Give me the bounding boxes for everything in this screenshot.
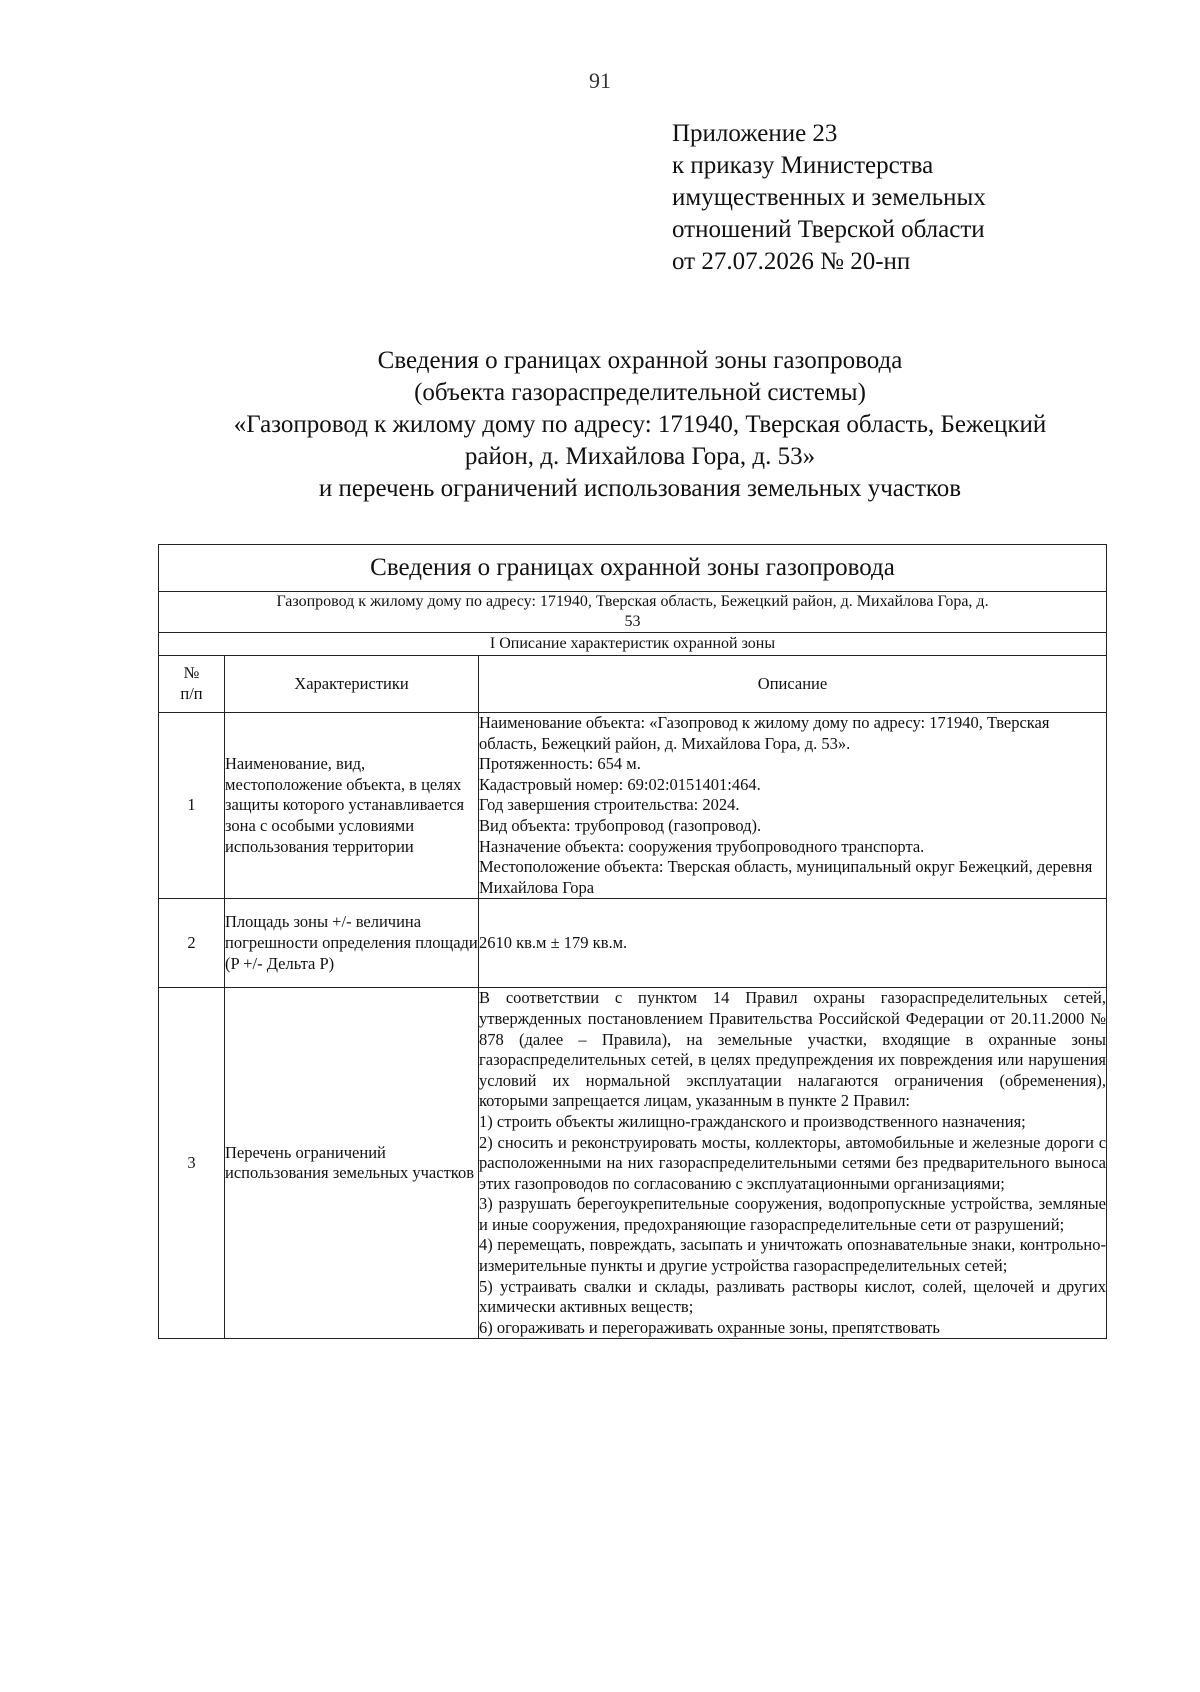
title-line: и перечень ограничений использования земельных участков [318, 475, 962, 502]
description-line: 5) устраивать свалки и склады, разливать растворы кислот, солей, щелочей и других химически активных веществ; [479, 1276, 1107, 1317]
table-title: Сведения о границах охранной зоны газопровода [159, 545, 1107, 592]
document-title [160, 345, 1120, 505]
description-line: Вид объекта: трубопровод (газопровод). [479, 815, 762, 835]
description-line: 2) сносить и реконструировать мосты, коллекторы, автомобильные и железные дороги с расположенными на них газораспределительными сетями без предварительного выноса этих газопроводов по согласованию с эксплуатационными организациями; [479, 1132, 1107, 1193]
description-line: В соответствии с пунктом 14 Правил охраны газораспределительных сетей, утвержденных постановлением Правительства Российской Федерации от 20.11.2000 № 878 (далее – Правила), на земельные участки, входящие в охранные зоны газораспределительных сетей, в целях предупреждения их повреждения или нарушения условий их нормальной эксплуатации налагаются ограничения (обременения), которыми запрещается лицам, указанным в пункте 2 Правил: [479, 988, 1107, 1111]
appendix-line: Приложение 23 [672, 120, 838, 147]
appendix-line: имущественных и земельных [672, 184, 986, 211]
header-description: Описание [479, 656, 1107, 713]
row-characteristic: Наименование, вид, местоположение объекта, в целях защиты которого устанавливается зона с особыми условиями использования территории [225, 713, 479, 899]
description-line: Назначение объекта: сооружения трубопроводного транспорта. [479, 836, 925, 856]
object-name-line: Газопровод к жилому дому по адресу: 171940, Тверская область, Бежецкий район, д. Михайлова Гора, д. [276, 593, 989, 610]
page-number: 91 [589, 68, 611, 93]
title-line: «Газопровод к жилому дому по адресу: 171940, Тверская область, Бежецкий [233, 411, 1047, 438]
description-line: Местоположение объекта: Тверская область, муниципальный округ Бежецкий, деревня Михайлова Гора [479, 857, 1093, 897]
header-characteristics: Характеристики [225, 656, 479, 713]
header-num-line: № [183, 663, 200, 683]
protection-zone-table [158, 544, 1107, 1339]
row-number: 1 [159, 713, 225, 899]
description-line: 1) строить объекты жилищно-гражданского и производственного назначения; [479, 1111, 1026, 1131]
title-line: район, д. Михайлова Гора, д. 53» [464, 443, 816, 470]
description-line: 3) разрушать берегоукрепительные сооружения, водопропускные устройства, земляные и иные сооружения, предохраняющие газораспределительные сети от разрушений; [479, 1194, 1107, 1234]
description-line: Год завершения строительства: 2024. [479, 795, 740, 815]
row-characteristic: Площадь зоны +/- величина погрешности определения площади (P +/- Дельта P) [225, 899, 479, 988]
header-num-line: п/п [180, 684, 203, 703]
object-name-line: 53 [624, 613, 641, 630]
title-line: Сведения о границах охранной зоны газопровода [377, 347, 903, 374]
description-line: 4) перемещать, повреждать, засыпать и уничтожать опознавательные знаки, контрольно-измерительные пункты и другие устройства газораспределительных сетей; [479, 1235, 1107, 1276]
row-description [479, 988, 1107, 1339]
description-line: 2610 кв.м ± 179 кв.м. [479, 933, 628, 953]
row-number: 2 [159, 899, 225, 988]
title-line: (объекта газораспределительной системы) [414, 379, 866, 406]
description-line: 6) огораживать и перегораживать охранные зоны, препятствовать [479, 1317, 940, 1337]
section-title: I Описание характеристик охранной зоны [159, 633, 1107, 656]
description-line: Кадастровый номер: 69:02:0151401:464. [479, 774, 761, 794]
description-line: Наименование объекта: «Газопровод к жилому дому по адресу: 171940, Тверская область, Бежецкий район, д. Михайлова Гора, д. 53». [479, 713, 1050, 753]
object-name-cell [159, 592, 1107, 633]
table-row [159, 713, 1107, 899]
table-row [159, 988, 1107, 1339]
appendix-block [672, 118, 986, 278]
appendix-line: отношений Тверской области [672, 216, 985, 243]
row-number: 3 [159, 988, 225, 1339]
table-row [159, 899, 1107, 988]
header-num [159, 656, 225, 713]
row-description [479, 899, 1107, 988]
description-line: Протяженность: 654 м. [479, 754, 641, 774]
appendix-line: к приказу Министерства [672, 152, 934, 179]
appendix-line: от 27.07.2026 № 20-нп [672, 248, 911, 275]
row-description [479, 713, 1107, 899]
row-characteristic: Перечень ограничений использования земельных участков [225, 988, 479, 1339]
